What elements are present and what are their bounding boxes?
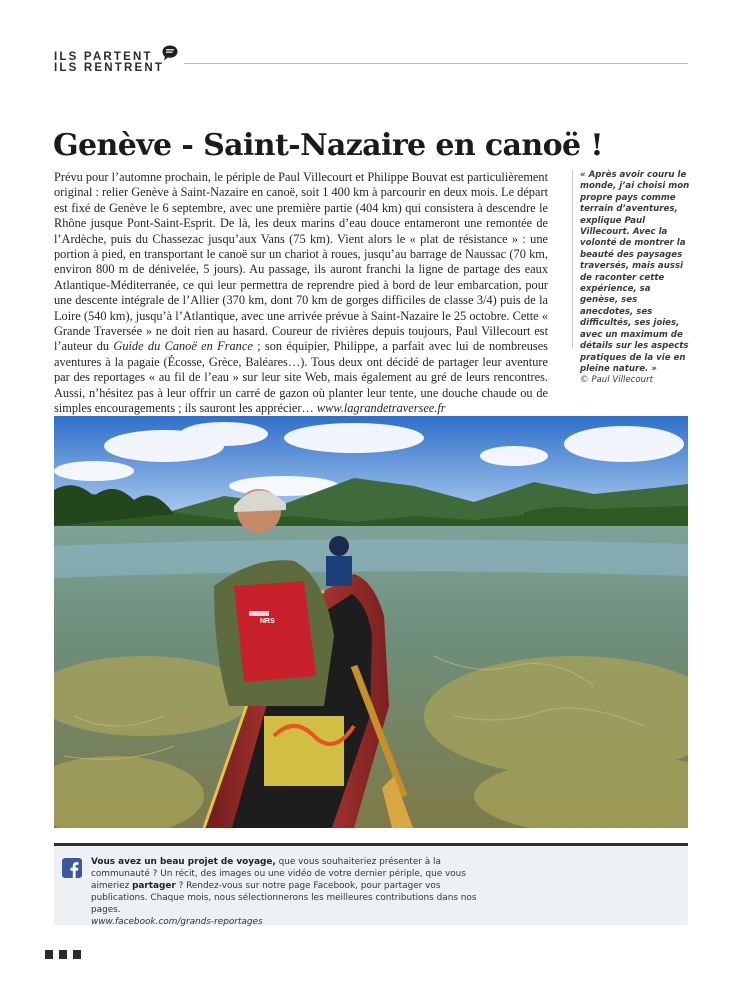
callout-text	[91, 856, 481, 929]
kicker-line-1: ILS PARTENT	[54, 51, 153, 63]
header-rule	[184, 63, 688, 64]
pull-quote	[572, 170, 690, 386]
canoe-photo-illustration	[54, 416, 688, 828]
body-text-part-2: ; son équipier, Philippe, a parfait avec lui de nombreuses aventures à la pagaie (Écosse, Grèce, Baléares…). Tous deux ont décidé de partager leur aventure par des reportages « au fil de l’eau » sur leur site Web, mais également au gré de leurs rencontres. Aussi, n’hésitez pas à leur offrir un carré de gazon où planter leur tente, une douche chaude ou de simples encouragements ; ils sauront les apprécier…	[54, 339, 548, 416]
callout-share: partager	[132, 881, 176, 892]
guide-title: Guide du Canoë en France	[113, 339, 253, 354]
life-vest-brand: NRS	[260, 618, 275, 625]
canoe-photo	[54, 416, 688, 828]
facebook-callout	[54, 843, 688, 928]
facebook-url-link[interactable]: www.facebook.com/grands-reportages	[91, 917, 263, 928]
facebook-icon[interactable]	[62, 858, 82, 878]
website-link[interactable]: www.lagrandetraversee.fr	[316, 401, 446, 416]
section-kicker	[54, 52, 164, 73]
pull-quote-text: « Après avoir couru le monde, j’ai choisi mon propre pays comme terrain d’aventures, explique Paul Villecourt. Avec la volonté de montrer la beauté des paysages traversés, mais aussi de raconter cette expérience, sa genèse, ses anecdotes, ses difficultés, ses joies, avec un maximum de détails sur les aspects pratiques de la vie en pleine nature. »	[580, 170, 690, 374]
speech-bubble-icon	[161, 44, 179, 62]
folio-mark	[59, 950, 67, 959]
callout-text-part-2: ? Rendez-vous sur notre page Facebook, pour partager vos publications. Chaque mois, nous sélectionnerons les meilleures contributions dans nos pages.	[91, 881, 477, 916]
body-text-part-1: Prévu pour l’automne prochain, le périple de Paul Villecourt et Philippe Bouvat est particulièrement original : relier Genève à Saint-Nazaire en canoë, soit 1 400 km à parcourir en deux mois. Le départ est fixé de Genève le 6 septembre, avec une première partie (404 km) qui consistera à descendre le Rhône jusque Pont-Saint-Esprit. De là, les deux marins d’eau douce entameront une remontée de l’Ardèche, puis du Chassezac jusqu’aux Vans (75 km). Vient alors le « plat de résistance » : une portion à pied, en transportant le canoë sur un chariot à roues, jusqu’au barrage de Naussac (70 km, environ 800 m de dénivelée, 5 jours). Au passage, ils auront franchi la ligne de partage des eaux Atlantique-Méditerranée, ce qui leur permettra de reprendre pied à bord de leur embarcation, pour une descente intégrale de l’Allier (370 km, dont 70 km de gorges difficiles de classe 3/4) puis de la Loire (540 km), jusqu’à l’Atlantique, avec une arrivée prévue à Saint-Nazaire le 25 octobre. Cette « Grande Traversée » ne doit rien au hasard. Coureur de rivières depuis toujours, Paul Villecourt est l’auteur du	[54, 170, 549, 354]
pull-quote-attribution: © Paul Villecourt	[580, 375, 654, 386]
folio-mark	[73, 950, 81, 959]
article-body	[54, 170, 548, 417]
page-folio-marks	[45, 950, 81, 959]
kicker-line-2: ILS RENTRENT	[54, 61, 165, 74]
article-title: Genève - Saint-Nazaire en canoë !	[53, 128, 603, 163]
callout-lead: Vous avez un beau projet de voyage,	[91, 857, 276, 867]
callout-text-part-1: que vous souhaiteriez présenter à la communauté ? Un récit, des images ou une vidéo de votre dernier périple, que vous aimeriez	[91, 857, 466, 892]
section-header	[54, 44, 688, 76]
folio-mark	[45, 950, 53, 959]
